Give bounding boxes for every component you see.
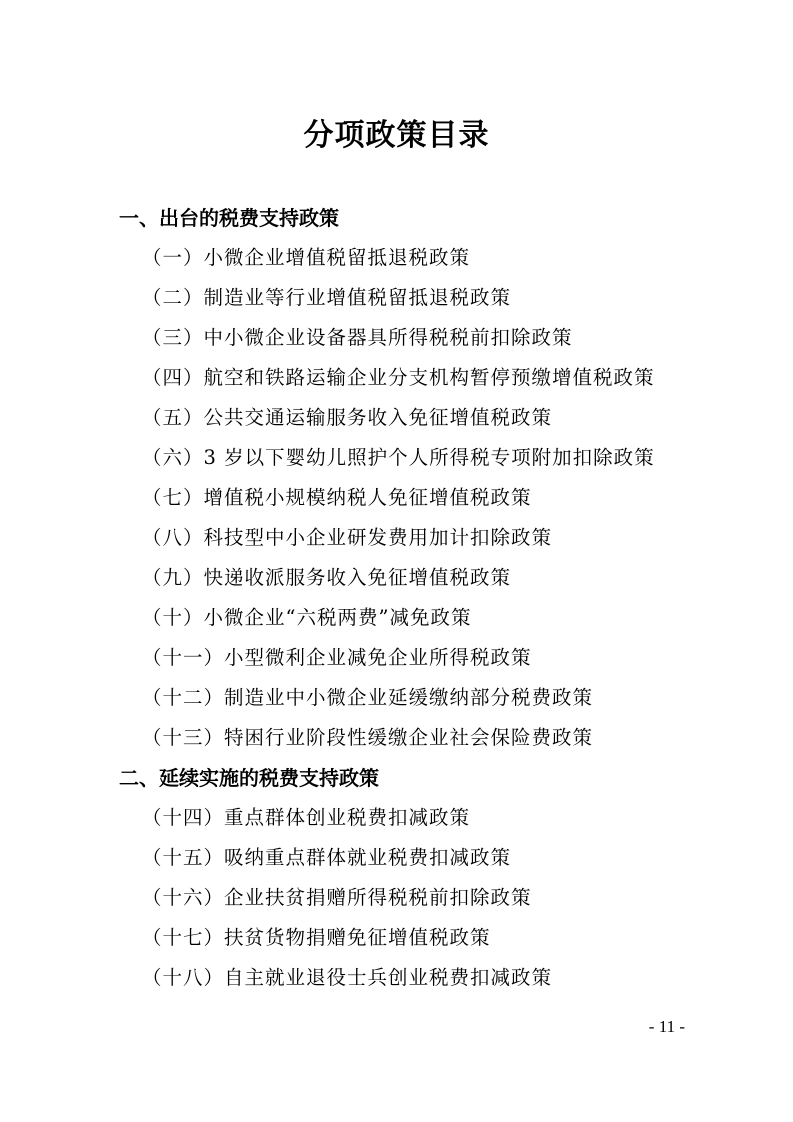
list-item: （七）增值税小规模纳税人免征增值税政策 <box>142 486 532 509</box>
list-item: （三）中小微企业设备器具所得税税前扣除政策 <box>142 326 573 349</box>
list-item: （六）3 岁以下婴幼儿照护个人所得税专项附加扣除政策 <box>142 446 655 469</box>
list-item: （二）制造业等行业增值税留抵退税政策 <box>142 286 512 309</box>
list-item: （四）航空和铁路运输企业分支机构暂停预缴增值税政策 <box>142 366 655 389</box>
list-item: （十四）重点群体创业税费扣减政策 <box>142 806 471 829</box>
list-item: （十三）特困行业阶段性缓缴企业社会保险费政策 <box>142 726 594 749</box>
list-item: （九）快递收派服务收入免征增值税政策 <box>142 566 512 589</box>
list-item: （一）小微企业增值税留抵退税政策 <box>142 246 471 269</box>
list-item: （十七）扶贫货物捐赠免征增值税政策 <box>142 926 491 949</box>
list-item: （五）公共交通运输服务收入免征增值税政策 <box>142 406 553 429</box>
page-number: - 11 - <box>648 1017 685 1036</box>
list-item: （十六）企业扶贫捐赠所得税税前扣除政策 <box>142 886 532 909</box>
list-item: （十一）小型微利企业减免企业所得税政策 <box>142 646 532 669</box>
list-item: （十八）自主就业退役士兵创业税费扣减政策 <box>142 966 553 989</box>
list-item: （十二）制造业中小微企业延缓缴纳部分税费政策 <box>142 686 594 709</box>
page-title: 分项政策目录 <box>303 118 490 153</box>
list-item: （十五）吸纳重点群体就业税费扣减政策 <box>142 846 512 869</box>
list-item: （十）小微企业“六税两费”减免政策 <box>142 606 472 629</box>
list-item: （八）科技型中小企业研发费用加计扣除政策 <box>142 526 553 549</box>
section-heading: 二、延续实施的税费支持政策 <box>119 766 379 790</box>
section-heading: 一、出台的税费支持政策 <box>119 206 339 230</box>
